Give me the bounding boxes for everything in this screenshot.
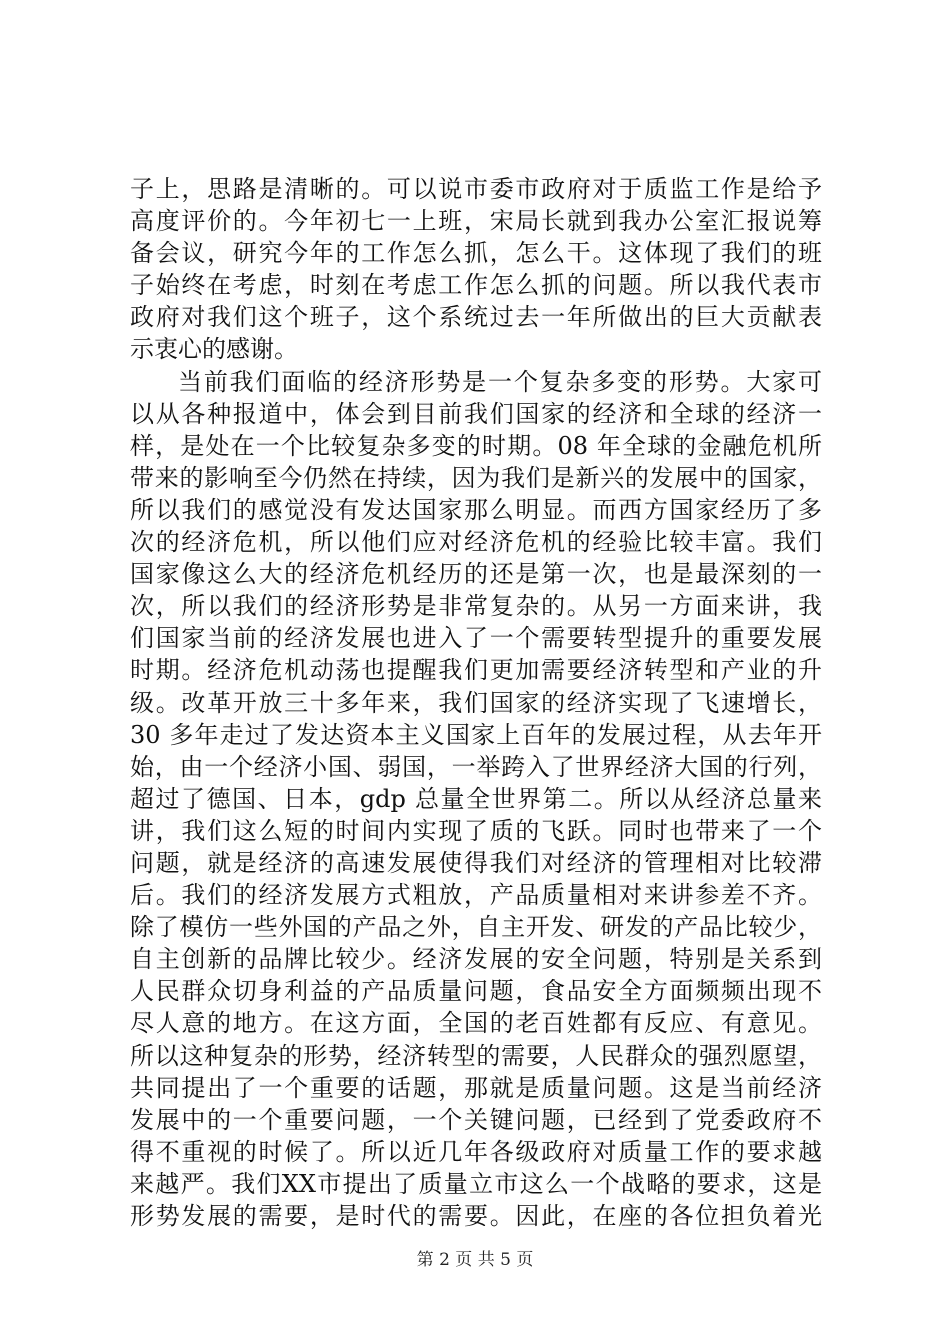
text-line: 次的经济危机，所以他们应对经济危机的经验比较丰富。我们 <box>130 528 822 557</box>
text-line: 来越严。我们XX市提出了质量立市这么一个战略的要求，这是 <box>130 1169 822 1198</box>
text-line: 所以我们的感觉没有发达国家那么明显。而西方国家经历了多 <box>130 495 822 524</box>
text-line: 们国家当前的经济发展也进入了一个需要转型提升的重要发展 <box>130 624 822 653</box>
text-line: 政府对我们这个班子，这个系统过去一年所做出的巨大贡献表 <box>130 303 822 332</box>
text-line: 形势发展的需要，是时代的需要。因此，在座的各位担负着光 <box>130 1202 822 1230</box>
text-line: 高度评价的。今年初七一上班，宋局长就到我办公室汇报说筹 <box>130 207 822 236</box>
text-line: 得不重视的时候了。所以近几年各级政府对质量工作的要求越 <box>130 1137 822 1166</box>
page-footer: 第 2 页 共 5 页 <box>416 1250 534 1270</box>
document-body <box>130 173 822 1232</box>
text-line: 所以这种复杂的形势，经济转型的需要，人民群众的强烈愿望， <box>130 1041 822 1070</box>
text-line: 发展中的一个重要问题，一个关键问题，已经到了党委政府不 <box>130 1105 822 1134</box>
text-line: 讲，我们这么短的时间内实现了质的飞跃。同时也带来了一个 <box>130 816 822 845</box>
text-line: 次，所以我们的经济形势是非常复杂的。从另一方面来讲，我 <box>130 592 822 621</box>
text-line: 国家像这么大的经济危机经历的还是第一次，也是最深刻的一 <box>130 560 822 589</box>
text-line: 带来的影响至今仍然在持续，因为我们是新兴的发展中的国家， <box>130 463 822 492</box>
paragraph-start-line: 当前我们面临的经济形势是一个复杂多变的形势。大家可 <box>178 367 822 396</box>
text-line: 时期。经济危机动荡也提醒我们更加需要经济转型和产业的升 <box>130 656 822 685</box>
text-line: 问题，就是经济的高速发展使得我们对经济的管理相对比较滞 <box>130 848 822 877</box>
text-line: 尽人意的地方。在这方面，全国的老百姓都有反应、有意见。 <box>130 1009 822 1038</box>
text-line: 人民群众切身利益的产品质量问题，食品安全方面频频出现不 <box>130 977 822 1006</box>
text-line: 示衷心的感谢。 <box>130 335 298 364</box>
text-line: 子上，思路是清晰的。可以说市委市政府对于质监工作是给予 <box>130 175 822 203</box>
text-line: 超过了德国、日本，gdp 总量全世界第二。所以从经济总量来 <box>130 784 822 813</box>
text-line: 子始终在考虑，时刻在考虑工作怎么抓的问题。所以我代表市 <box>130 271 822 300</box>
text-line: 样，是处在一个比较复杂多变的时期。08 年全球的金融危机所 <box>130 431 822 460</box>
text-line: 共同提出了一个重要的话题，那就是质量问题。这是当前经济 <box>130 1073 822 1102</box>
text-line: 级。改革开放三十多年来，我们国家的经济实现了飞速增长， <box>130 688 822 717</box>
text-line: 后。我们的经济发展方式粗放，产品质量相对来讲参差不齐。 <box>130 881 822 910</box>
text-line: 除了模仿一些外国的产品之外，自主开发、研发的产品比较少， <box>130 913 822 942</box>
text-line: 备会议，研究今年的工作怎么抓，怎么干。这体现了我们的班 <box>130 239 822 268</box>
text-line: 以从各种报道中，体会到目前我们国家的经济和全球的经济一 <box>130 399 822 428</box>
text-line: 30 多年走过了发达资本主义国家上百年的发展过程，从去年开 <box>130 720 822 749</box>
text-line: 始，由一个经济小国、弱国，一举跨入了世界经济大国的行列， <box>130 752 822 781</box>
text-line: 自主创新的品牌比较少。经济发展的安全问题，特别是关系到 <box>130 945 822 974</box>
